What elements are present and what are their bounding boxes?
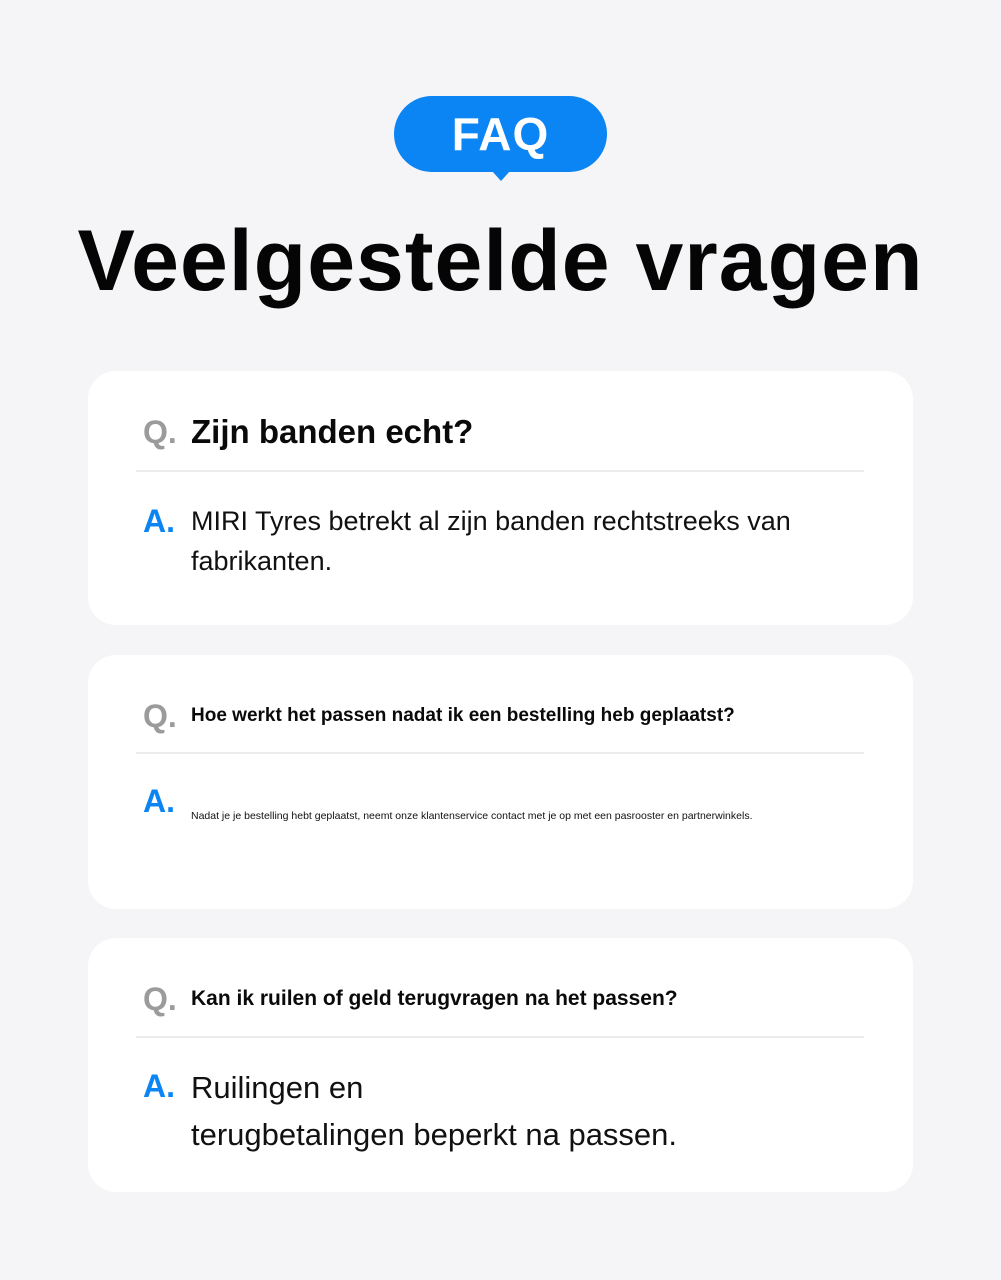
answer-text: MIRI Tyres betrekt al zijn banden rechtstreeks van fabrikanten. — [191, 506, 791, 576]
question-row — [143, 697, 863, 735]
answer-text — [191, 1064, 677, 1158]
answer-row — [143, 501, 863, 581]
faq-card-1 — [88, 371, 913, 625]
faq-card-3 — [88, 938, 913, 1192]
divider — [136, 1036, 864, 1038]
question-text: Kan ik ruilen of geld terugvragen na het passen? — [191, 987, 678, 1010]
question-marker: Q. — [143, 697, 177, 734]
question-row — [143, 980, 863, 1018]
faq-badge-label: FAQ — [451, 108, 550, 160]
page-title: Veelgestelde vragen — [77, 213, 924, 309]
divider — [136, 752, 864, 754]
question-marker: Q. — [143, 980, 177, 1017]
question-text: Hoe werkt het passen nadat ik een bestelling heb geplaatst? — [191, 705, 735, 726]
answer-marker: A. — [143, 503, 175, 539]
question-text: Zijn banden echt? — [191, 413, 474, 450]
answer-line-1: Ruilingen en — [191, 1070, 364, 1105]
answer-line-2: terugbetalingen beperkt na passen. — [191, 1117, 678, 1152]
answer-text: Nadat je je bestelling hebt geplaatst, neemt onze klantenservice contact met je op met een pasrooster en partnerwinkels. — [191, 810, 753, 822]
answer-row — [143, 1064, 863, 1158]
answer-row — [143, 781, 863, 823]
answer-marker: A. — [143, 783, 175, 819]
divider — [136, 470, 864, 472]
answer-marker: A. — [143, 1068, 175, 1104]
faq-badge — [394, 96, 607, 172]
question-marker: Q. — [143, 413, 177, 450]
question-row — [143, 413, 863, 451]
faq-card-2 — [88, 655, 913, 909]
